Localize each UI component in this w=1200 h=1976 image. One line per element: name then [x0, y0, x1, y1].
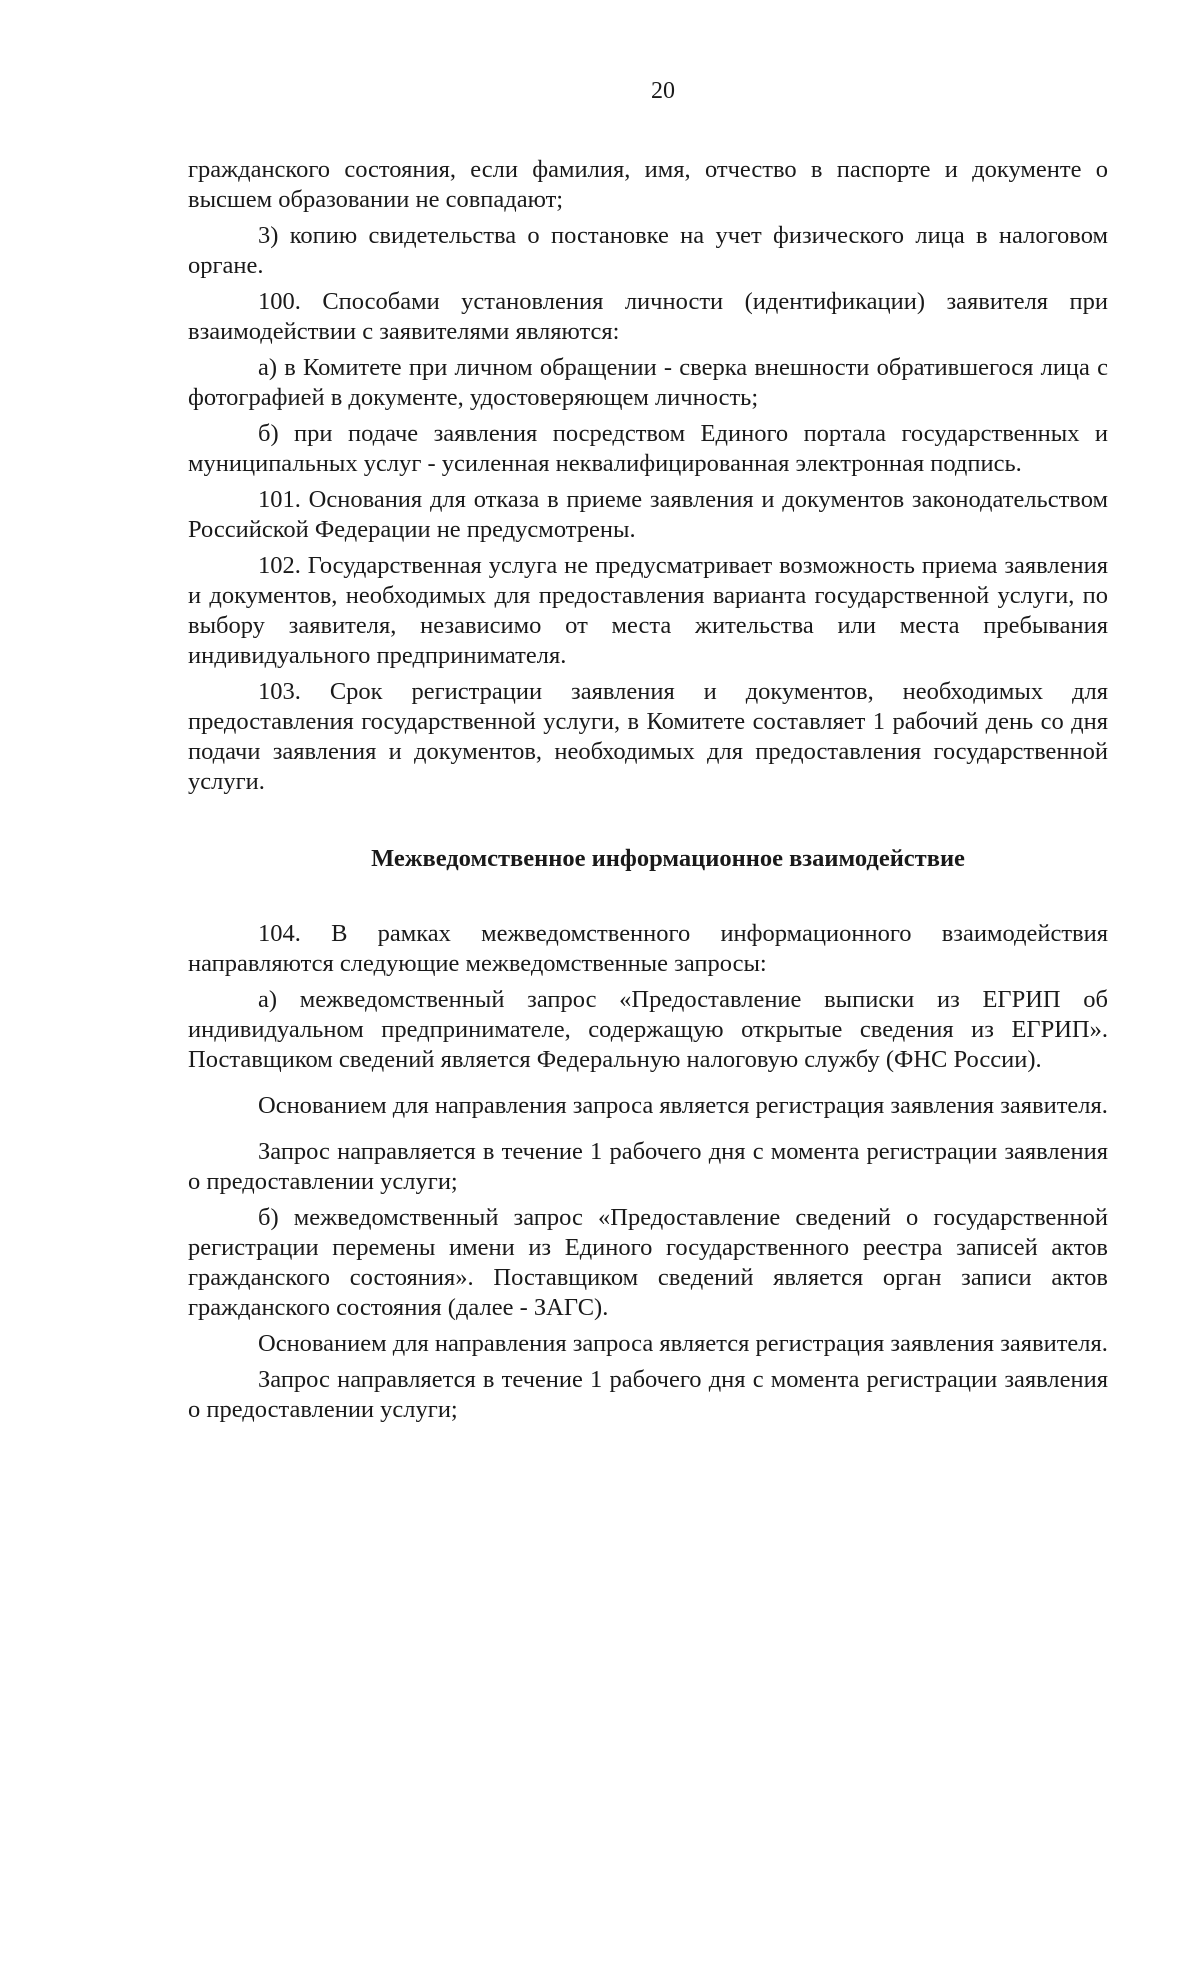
paragraph-103: 103. Срок регистрации заявления и документов, необходимых для предоставления государственной услуги, в Комитете составляет 1 рабочий день со дня подачи заявления и документов, необходимых для предоставления государственной услуги. [188, 678, 1108, 795]
paragraph-101: 101. Основания для отказа в приеме заявления и документов законодательством Российской Федерации не предусмотрены. [188, 486, 1108, 543]
paragraph-102: 102. Государственная услуга не предусматривает возможность приема заявления и документов, необходимых для предоставления варианта государственной услуги, по выбору заявителя, независимо от места жительства или места пребывания индивидуального предпринимателя. [188, 552, 1108, 669]
document-page [188, 78, 1108, 1431]
paragraph-104-a-timing: Запрос направляется в течение 1 рабочего дня с момента регистрации заявления о предоставлении услуги; [188, 1138, 1108, 1195]
paragraph-100: 100. Способами установления личности (идентификации) заявителя при взаимодействии с заявителями являются: [188, 288, 1108, 345]
paragraph-104: 104. В рамках межведомственного информационного взаимодействия направляются следующие межведомственные запросы: [188, 920, 1108, 977]
paragraph-continuation: гражданского состояния, если фамилия, имя, отчество в паспорте и документе о высшем образовании не совпадают; [188, 156, 1108, 213]
section-heading: Межведомственное информационное взаимодействие [371, 845, 965, 872]
paragraph-100-a: а) в Комитете при личном обращении - сверка внешности обратившегося лица с фотографией в документе, удостоверяющем личность; [188, 354, 1108, 411]
paragraph-104-a-basis: Основанием для направления запроса является регистрация заявления заявителя. [258, 1092, 1108, 1119]
paragraph-104-b-basis: Основанием для направления запроса является регистрация заявления заявителя. [258, 1330, 1108, 1357]
paragraph-item-3: 3) копию свидетельства о постановке на учет физического лица в налоговом органе. [188, 222, 1108, 279]
paragraph-104-b-timing: Запрос направляется в течение 1 рабочего дня с момента регистрации заявления о предоставлении услуги; [188, 1366, 1108, 1423]
paragraph-104-b: б) межведомственный запрос «Предоставление сведений о государственной регистрации перемены имени из Единого государственного реестра записей актов гражданского состояния». Поставщиком сведений является орган записи актов гражданского состояния (далее - ЗАГС). [188, 1204, 1108, 1321]
paragraph-100-b: б) при подаче заявления посредством Единого портала государственных и муниципальных услуг - усиленная неквалифицированная электронная подпись. [188, 420, 1108, 477]
page-number: 20 [651, 78, 675, 104]
paragraph-104-a: а) межведомственный запрос «Предоставление выписки из ЕГРИП об индивидуальном предпринимателе, содержащую открытые сведения из ЕГРИП». Поставщиком сведений является Федеральную налоговую службу (ФНС России). [188, 986, 1108, 1073]
